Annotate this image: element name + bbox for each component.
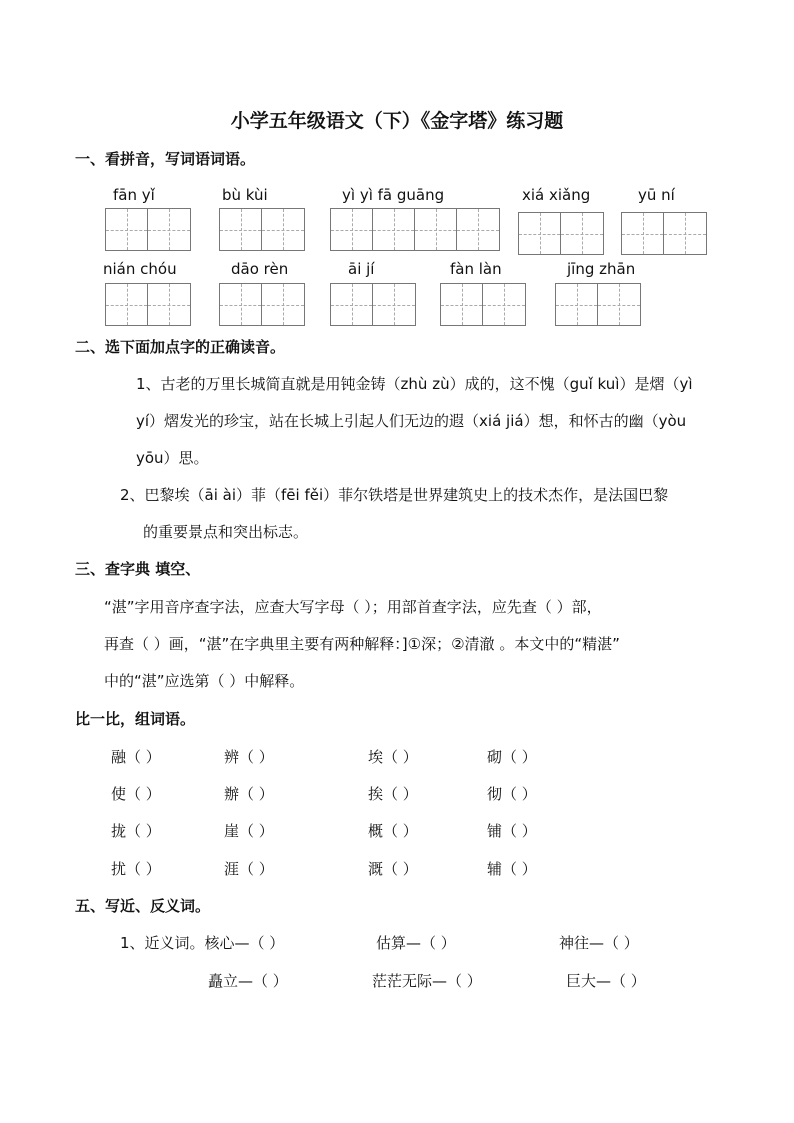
writing-box (219, 283, 305, 326)
question-line: 1、古老的万里长城简直就是用钝金铸（zhù zù）成的，这不愧（guǐ kuì）是熠（yì (136, 375, 693, 393)
pinyin-label: jīng zhān (567, 260, 636, 278)
writing-box (621, 212, 707, 255)
word-item: 彻（ ） (487, 785, 537, 803)
word-item: 融（ ） (111, 748, 161, 766)
fill-line: 再查（ ）画，“湛”在字典里主要有两种解释：]①深；②清澈 。本文中的“精湛” (104, 635, 620, 653)
word-item: 挨（ ） (368, 785, 418, 803)
question-line: 2、巴黎埃（āi ài）菲（fēi fěi）菲尔铁塔是世界建筑史上的技术杰作，是法国巴黎 (120, 486, 669, 504)
synonym-item: 1、近义词。核心—（ ） (120, 934, 285, 952)
synonym-item: 茫茫无际—（ ） (372, 972, 482, 990)
question-line: yí）熠发光的珍宝，站在长城上引起人们无边的遐（xiá jiá）想，和怀古的幽（yòu (136, 412, 687, 430)
synonym-item: 神往—（ ） (559, 934, 639, 952)
word-item: 涯（ ） (224, 860, 274, 878)
question-line: 的重要景点和突出标志。 (143, 523, 309, 541)
pinyin-label: bù kùi (222, 186, 268, 204)
word-item: 砌（ ） (487, 748, 537, 766)
section-1-heading: 一、看拼音，写词语词语。 (75, 150, 256, 168)
synonym-item: 矗立—（ ） (208, 972, 288, 990)
writing-box (219, 208, 305, 251)
word-item: 辨（ ） (224, 748, 274, 766)
word-item: 扰（ ） (111, 860, 161, 878)
word-item: 使（ ） (111, 785, 161, 803)
writing-box (330, 283, 416, 326)
word-item: 铺（ ） (487, 822, 537, 840)
section-4-heading: 比一比，组词语。 (75, 710, 196, 728)
word-item: 辅（ ） (487, 860, 537, 878)
pinyin-label: dāo rèn (231, 260, 289, 278)
word-item: 溉（ ） (368, 860, 418, 878)
section-3-heading: 三、查字典 填空、 (75, 560, 201, 578)
writing-box (330, 208, 500, 251)
pinyin-label: nián chóu (103, 260, 177, 278)
section-2-heading: 二、选下面加点字的正确读音。 (75, 338, 286, 356)
word-item: 埃（ ） (368, 748, 418, 766)
word-item: 崖（ ） (224, 822, 274, 840)
pinyin-label: yì yì fā guāng (342, 186, 445, 204)
writing-box (518, 212, 604, 255)
pinyin-label: fàn làn (450, 260, 502, 278)
pinyin-label: āi jí (348, 260, 375, 278)
writing-box (105, 208, 191, 251)
question-line: yōu）思。 (136, 449, 209, 467)
fill-line: “湛”字用音序查字法，应查大写字母（ ）；用部首查字法，应先查（ ）部， (104, 598, 602, 616)
synonym-item: 巨大—（ ） (566, 972, 646, 990)
writing-box (105, 283, 191, 326)
writing-box (440, 283, 526, 326)
word-item: 辦（ ） (224, 785, 274, 803)
pinyin-label: yū ní (638, 186, 675, 204)
fill-line: 中的“湛”应选第（ ）中解释。 (104, 672, 305, 690)
page-title: 小学五年级语文（下）《金字塔》练习题 (230, 110, 564, 132)
word-item: 概（ ） (368, 822, 418, 840)
writing-box (555, 283, 641, 326)
synonym-item: 估算—（ ） (376, 934, 456, 952)
section-5-heading: 五、写近、反义词。 (75, 897, 211, 915)
word-item: 拢（ ） (111, 822, 161, 840)
pinyin-label: fān yǐ (113, 186, 155, 204)
pinyin-label: xiá xiǎng (522, 186, 591, 204)
